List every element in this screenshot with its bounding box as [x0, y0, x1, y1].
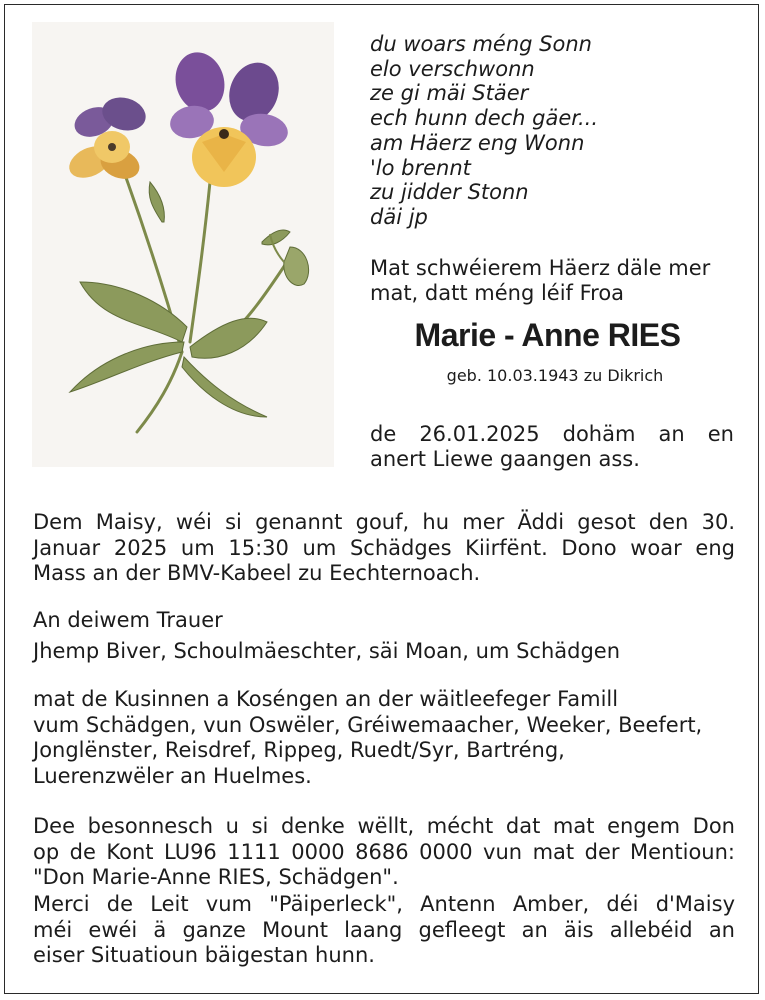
funeral-line: Januar 2025 um 15:30 um Schädges Kiirfënt. Dono woar eng: [33, 535, 735, 560]
mourners-paragraph: [33, 608, 735, 664]
announcement-line: mat, datt méng léif Froa: [370, 281, 625, 305]
poem-line: zu jidder Stonn: [370, 180, 529, 205]
relatives-line: Luerenzwëler an Huelmes.: [33, 763, 312, 788]
passing-line: de 26.01.2025 dohäm an en: [370, 422, 734, 446]
poem-line: däi jp: [370, 204, 428, 229]
poem-line: am Häerz eng Wonn: [370, 130, 585, 155]
announcement-line: Mat schwéierem Häerz däle mer: [370, 256, 711, 280]
deceased-name: Marie - Anne RIES: [414, 317, 681, 353]
poem-line: elo verschwonn: [370, 56, 535, 81]
poem-line: ech hunn dech gäer...: [370, 106, 598, 131]
passing-statement: [370, 422, 734, 472]
mourners-intro: An deiwem Trauer: [33, 608, 223, 632]
donation-line: Dee besonnesch u si denke wëllt, mécht dat mat engem Don: [33, 814, 735, 838]
poem: [370, 32, 740, 230]
thanks-line: eiser Situatioun bäigestan hunn.: [33, 943, 375, 967]
donation-line: "Don Marie-Anne RIES, Schädgen".: [33, 865, 399, 889]
announcement: [370, 256, 740, 306]
funeral-paragraph: [33, 510, 735, 587]
mourners-main: Jhemp Biver, Schoulmäeschter, säi Moan, um Schädgen: [33, 638, 621, 663]
birth-info: geb. 10.03.1943 zu Dikrich: [446, 366, 664, 385]
poem-line: ze gi mäi Stäer: [370, 81, 529, 106]
donation-line: op de Kont LU96 1111 0000 8686 0000 vun mat der Mentioun:: [33, 839, 735, 864]
thanks-line: méi ewéi ä ganze Mount laang gefleegt an äis allebéid an: [33, 917, 735, 942]
passing-line: anert Liewe gaangen ass.: [370, 447, 640, 471]
poem-line: 'lo brennt: [370, 155, 471, 180]
relatives-line: vum Schädgen, vun Oswëler, Gréiwemaacher, Weeker, Beefert,: [33, 712, 703, 737]
funeral-line: Dem Maisy, wéi si genannt gouf, hu mer Äddi gesot den 30.: [33, 510, 735, 534]
violet-flower-illustration: [32, 22, 334, 467]
funeral-line: Mass an der BMV-Kabeel zu Eechternoach.: [33, 561, 481, 585]
relatives-line: Jonglënster, Reisdref, Rippeg, Ruedt/Syr, Bartréng,: [33, 738, 565, 762]
thanks-paragraph: [33, 892, 735, 969]
donation-paragraph: [33, 814, 735, 891]
poem-line: du woars méng Sonn: [370, 32, 592, 56]
thanks-line: Merci de Leit vum "Päiperleck", Antenn Amber, déi d'Maisy: [33, 892, 735, 916]
relatives-line: mat de Kusinnen a Koséngen an der wäitleefeger Famill: [33, 687, 619, 711]
relatives-paragraph: [33, 687, 735, 789]
